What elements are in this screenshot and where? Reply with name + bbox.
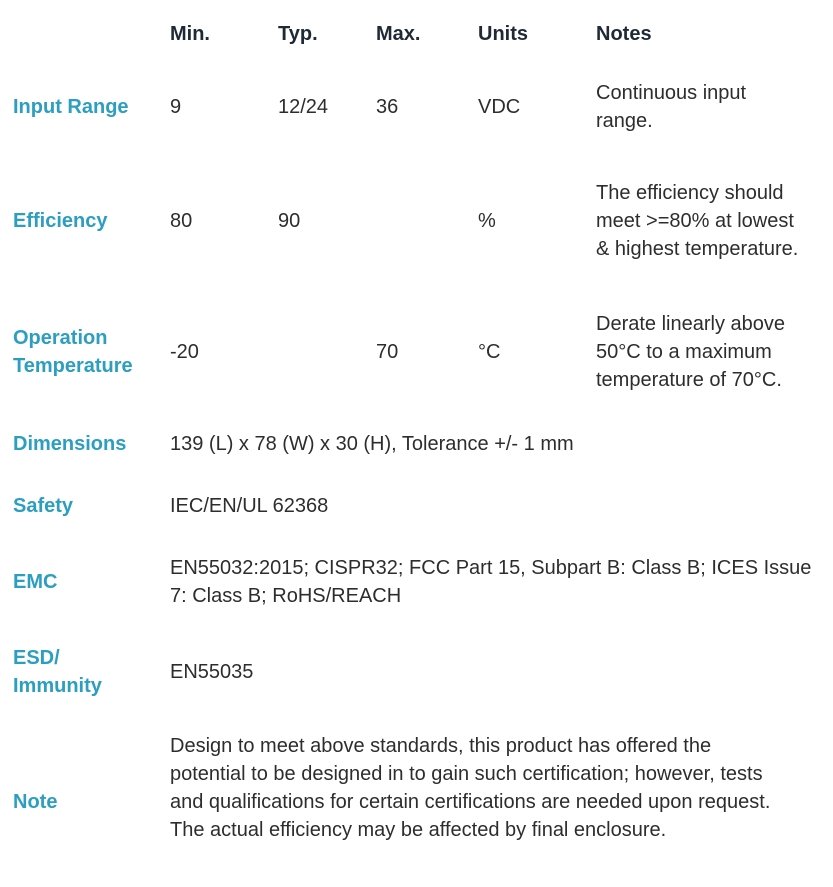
efficiency-typ: 90 [278, 210, 301, 232]
row-label-emc: EMC [13, 571, 58, 593]
emc-value-line-2: 7: Class B; RoHS/REACH [170, 585, 402, 607]
row-label-operation-temperature-line-1: Operation [13, 327, 108, 349]
efficiency-notes-line-1: The efficiency should [596, 182, 784, 204]
input-range-min: 9 [170, 96, 182, 118]
row-label-esd-line-1: ESD/ [13, 647, 60, 669]
input-range-notes-line-1: Continuous input [596, 82, 747, 104]
efficiency-notes-line-2: meet >=80% at lowest [596, 210, 794, 232]
row-label-input-range: Input Range [13, 96, 129, 118]
column-header-typ: Typ. [278, 23, 318, 45]
efficiency-min: 80 [170, 210, 193, 232]
column-header-max: Max. [376, 23, 421, 45]
column-header-units: Units [478, 23, 528, 45]
input-range-units: VDC [478, 96, 521, 118]
input-range-typ: 12/24 [278, 96, 329, 118]
column-header-min: Min. [170, 23, 210, 45]
input-range-notes-line-2: range. [596, 110, 653, 132]
efficiency-notes-line-3: & highest temperature. [596, 238, 799, 260]
operation-temperature-max: 70 [376, 341, 399, 363]
row-label-operation-temperature-line-2: Temperature [13, 355, 133, 377]
operation-temperature-notes-line-3: temperature of 70°C. [596, 369, 782, 391]
operation-temperature-notes-line-2: 50°C to a maximum [596, 341, 772, 363]
row-label-efficiency: Efficiency [13, 210, 108, 232]
operation-temperature-min: -20 [170, 341, 199, 363]
input-range-max: 36 [376, 96, 399, 118]
note-value-line-3: and qualifications for certain certifications are needed upon request. [170, 791, 771, 813]
row-label-note: Note [13, 791, 58, 813]
note-value-line-2: potential to be designed in to gain such certification; however, tests [170, 763, 763, 785]
note-value-line-1: Design to meet above standards, this product has offered the [170, 735, 712, 757]
safety-value: IEC/EN/UL 62368 [170, 495, 329, 517]
dimensions-value: 139 (L) x 78 (W) x 30 (H), Tolerance +/- 1 mm [170, 433, 574, 455]
operation-temperature-units: °C [478, 341, 501, 363]
efficiency-units: % [478, 210, 496, 232]
row-label-safety: Safety [13, 495, 74, 517]
row-label-dimensions: Dimensions [13, 433, 127, 455]
row-label-esd-line-2: Immunity [13, 675, 102, 697]
esd-value: EN55035 [170, 661, 254, 683]
note-value-line-4: The actual efficiency may be affected by final enclosure. [170, 819, 667, 841]
column-header-notes: Notes [596, 23, 652, 45]
operation-temperature-notes-line-1: Derate linearly above [596, 313, 785, 335]
emc-value-line-1: EN55032:2015; CISPR32; FCC Part 15, Subpart B: Class B; ICES Issue [170, 557, 812, 579]
